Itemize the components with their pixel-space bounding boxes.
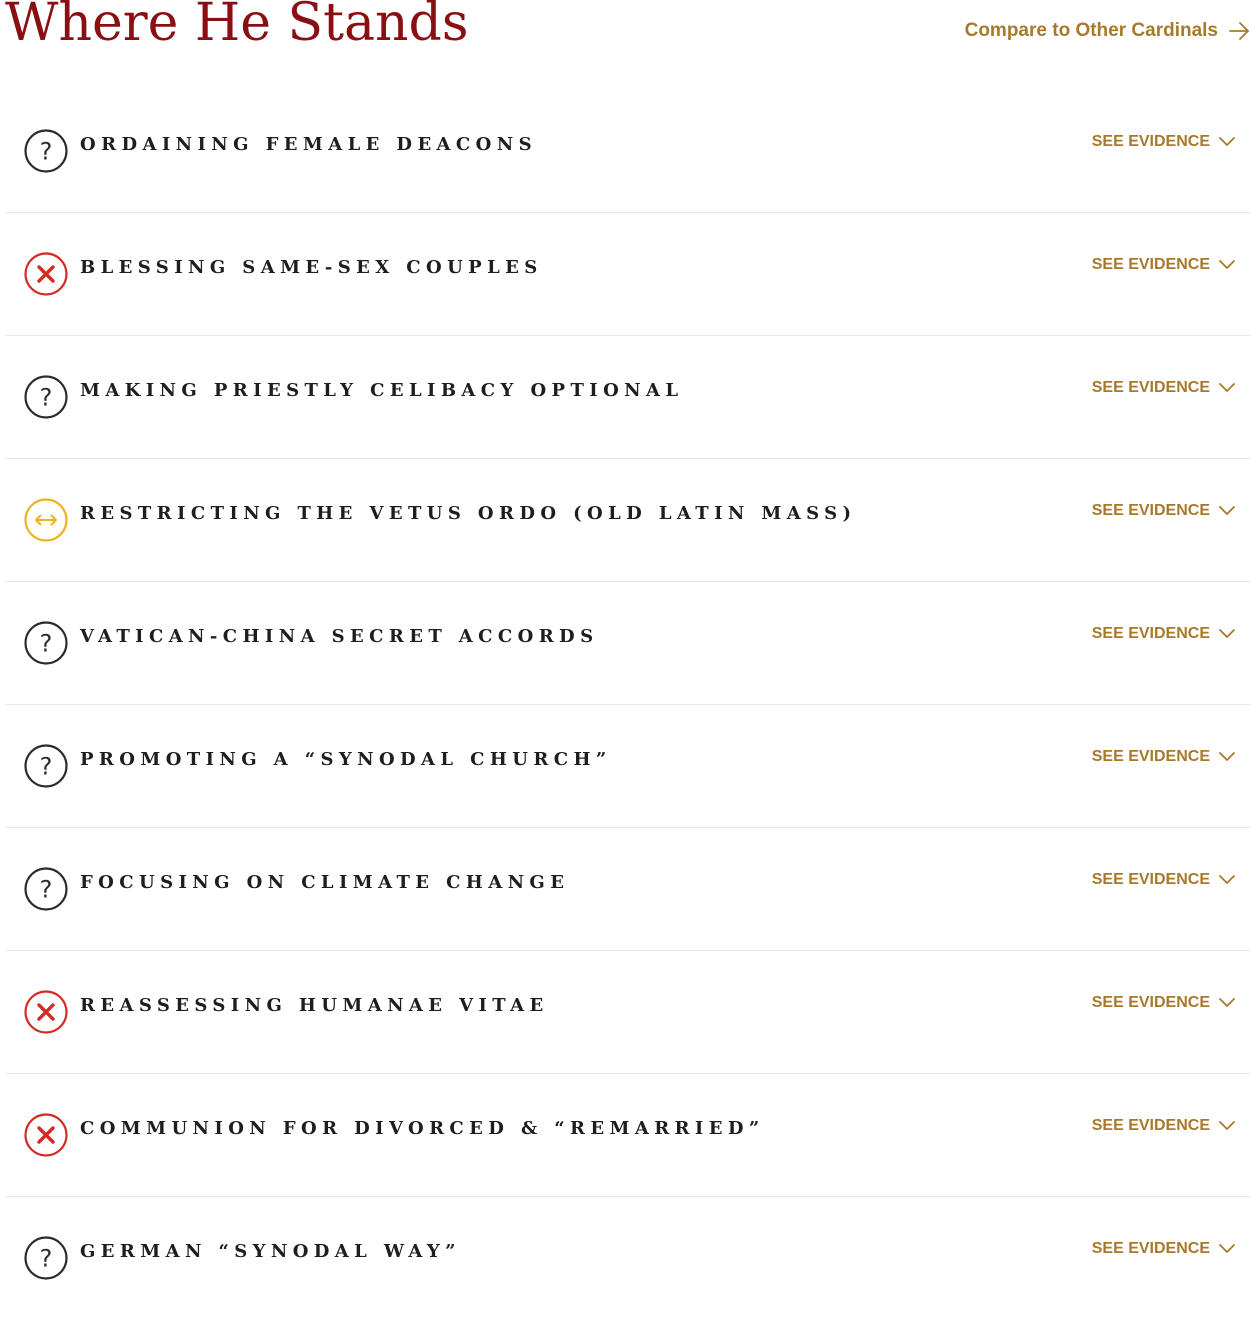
chevron-down-icon bbox=[1218, 379, 1236, 397]
see-evidence-label: SEE EVIDENCE bbox=[1091, 1240, 1210, 1257]
see-evidence-button[interactable] bbox=[1092, 747, 1236, 767]
see-evidence-button[interactable] bbox=[1092, 1116, 1236, 1136]
compare-cardinals-link[interactable] bbox=[965, 20, 1250, 42]
see-evidence-button[interactable] bbox=[1092, 624, 1236, 644]
see-evidence-button[interactable] bbox=[1092, 255, 1236, 275]
page-header bbox=[0, 0, 1252, 80]
question-circle-icon bbox=[24, 1236, 68, 1280]
see-evidence-label: SEE EVIDENCE bbox=[1091, 871, 1210, 888]
x-circle-icon bbox=[24, 252, 68, 296]
svg-text:?: ? bbox=[39, 629, 53, 658]
issue-row bbox=[5, 1074, 1251, 1197]
arrow-right-icon bbox=[1228, 20, 1250, 42]
issue-row bbox=[5, 1197, 1251, 1320]
double-arrow-circle-icon bbox=[24, 498, 68, 542]
issue-row bbox=[5, 828, 1251, 951]
see-evidence-button[interactable] bbox=[1092, 993, 1236, 1013]
svg-text:?: ? bbox=[39, 137, 53, 166]
svg-text:?: ? bbox=[39, 875, 53, 904]
see-evidence-label: SEE EVIDENCE bbox=[1091, 625, 1210, 642]
svg-text:?: ? bbox=[39, 383, 53, 412]
issue-label: ORDAINING FEMALE DEACONS bbox=[80, 134, 537, 155]
see-evidence-button[interactable] bbox=[1092, 870, 1236, 890]
issue-row bbox=[5, 336, 1251, 459]
chevron-down-icon bbox=[1218, 625, 1236, 643]
see-evidence-label: SEE EVIDENCE bbox=[1091, 379, 1210, 396]
chevron-down-icon bbox=[1218, 748, 1236, 766]
issue-row bbox=[5, 90, 1251, 213]
see-evidence-button[interactable] bbox=[1092, 1239, 1236, 1259]
see-evidence-label: SEE EVIDENCE bbox=[1091, 1117, 1210, 1134]
svg-text:?: ? bbox=[39, 752, 53, 781]
issue-label: PROMOTING A “SYNODAL CHURCH” bbox=[80, 749, 612, 770]
see-evidence-label: SEE EVIDENCE bbox=[1091, 994, 1210, 1011]
see-evidence-button[interactable] bbox=[1092, 501, 1236, 521]
see-evidence-label: SEE EVIDENCE bbox=[1091, 256, 1210, 273]
issue-row bbox=[5, 213, 1251, 336]
issue-row bbox=[5, 951, 1251, 1074]
x-circle-icon bbox=[24, 990, 68, 1034]
chevron-down-icon bbox=[1218, 256, 1236, 274]
chevron-down-icon bbox=[1218, 1240, 1236, 1258]
issue-row bbox=[5, 582, 1251, 705]
compare-cardinals-label: Compare to Other Cardinals bbox=[964, 20, 1218, 41]
issue-label: MAKING PRIESTLY CELIBACY OPTIONAL bbox=[80, 380, 684, 401]
chevron-down-icon bbox=[1218, 502, 1236, 520]
chevron-down-icon bbox=[1218, 133, 1236, 151]
question-circle-icon bbox=[24, 621, 68, 665]
see-evidence-button[interactable] bbox=[1092, 132, 1236, 152]
chevron-down-icon bbox=[1218, 1117, 1236, 1135]
chevron-down-icon bbox=[1218, 994, 1236, 1012]
question-circle-icon bbox=[24, 129, 68, 173]
issue-row bbox=[5, 705, 1251, 828]
x-circle-icon bbox=[24, 1113, 68, 1157]
issue-label: REASSESSING HUMANAE VITAE bbox=[80, 995, 549, 1016]
chevron-down-icon bbox=[1218, 871, 1236, 889]
issue-label: VATICAN-CHINA SECRET ACCORDS bbox=[80, 626, 599, 647]
question-circle-icon bbox=[24, 375, 68, 419]
see-evidence-label: SEE EVIDENCE bbox=[1091, 133, 1210, 150]
see-evidence-label: SEE EVIDENCE bbox=[1091, 748, 1210, 765]
page-title: Where He Stands bbox=[5, 0, 469, 53]
issue-label: BLESSING SAME-SEX COUPLES bbox=[80, 257, 543, 278]
issue-label: FOCUSING ON CLIMATE CHANGE bbox=[80, 872, 570, 893]
issue-label: GERMAN “SYNODAL WAY” bbox=[80, 1241, 461, 1262]
issue-row bbox=[5, 459, 1251, 582]
svg-text:?: ? bbox=[39, 1244, 53, 1273]
question-circle-icon bbox=[24, 867, 68, 911]
see-evidence-label: SEE EVIDENCE bbox=[1091, 502, 1210, 519]
see-evidence-button[interactable] bbox=[1092, 378, 1236, 398]
question-circle-icon bbox=[24, 744, 68, 788]
issue-label: COMMUNION FOR DIVORCED & “REMARRIED” bbox=[80, 1118, 765, 1139]
issue-label: RESTRICTING THE VETUS ORDO (OLD LATIN MASS) bbox=[80, 503, 857, 524]
issue-list bbox=[5, 90, 1251, 1320]
